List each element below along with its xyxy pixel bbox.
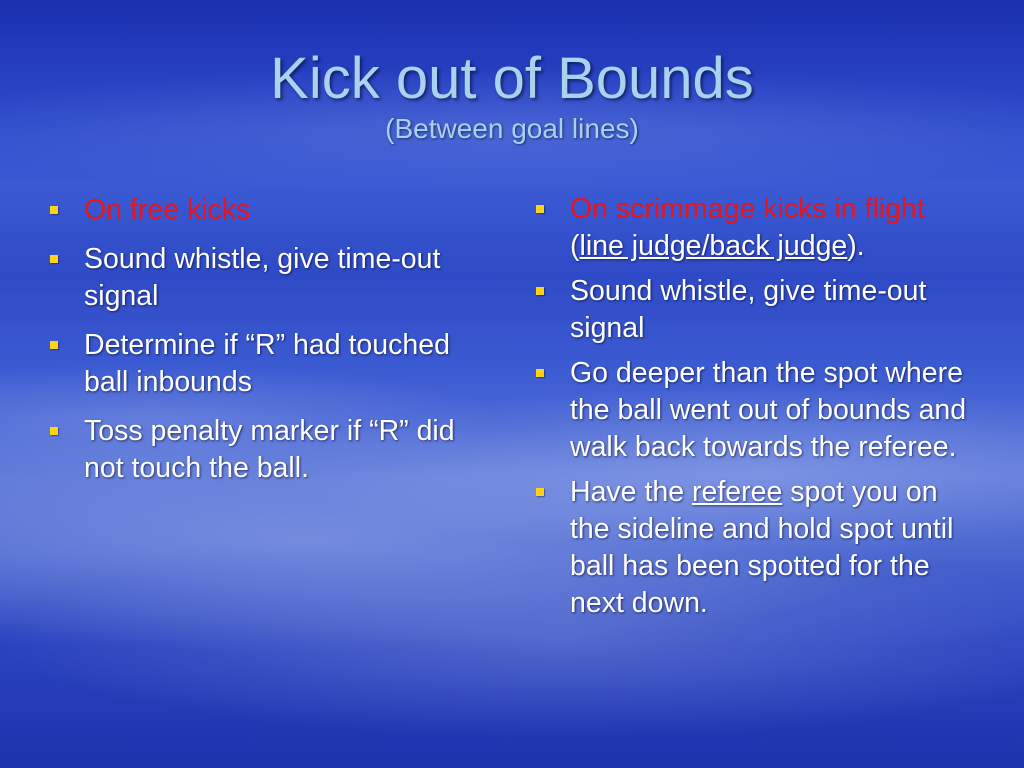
line-judge-back-judge-link[interactable]: line judge/back judge (579, 230, 848, 262)
list-item-post-text: spot you on the sideline and hold spot until ball has been spotted for the next down. (570, 476, 954, 619)
list-item-text: Determine if “R” had touched ball inbounds (84, 329, 450, 398)
list-item (48, 241, 478, 315)
list-item (48, 192, 478, 229)
title-block (0, 46, 1024, 146)
slide-subtitle: (Between goal lines) (385, 113, 639, 144)
list-item-text: Go deeper than the spot where the ball went out of bounds and walk back towards the referee. (570, 357, 967, 463)
left-column (48, 192, 478, 499)
list-item (534, 191, 974, 265)
list-item (534, 355, 974, 466)
square-bullet-icon (536, 205, 544, 213)
list-item (534, 273, 974, 347)
paren-close-text: ). (847, 230, 865, 262)
right-bullet-list (534, 191, 974, 622)
square-bullet-icon (536, 287, 544, 295)
free-kicks-heading: On free kicks (84, 194, 251, 226)
scrimmage-kicks-heading: On scrimmage kicks in flight (570, 193, 925, 225)
list-item-text: Sound whistle, give time-out signal (84, 243, 441, 312)
square-bullet-icon (50, 206, 58, 214)
slide-title: Kick out of Bounds (270, 46, 754, 111)
square-bullet-icon (50, 341, 58, 349)
square-bullet-icon (50, 427, 58, 435)
square-bullet-icon (536, 369, 544, 377)
list-item-text: Toss penalty marker if “R” did not touch the ball. (84, 415, 455, 484)
list-item-text: Sound whistle, give time-out signal (570, 275, 927, 344)
list-item (534, 474, 974, 622)
list-item (48, 413, 478, 487)
referee-link[interactable]: referee (692, 476, 783, 508)
paren-open-text: ( (570, 230, 580, 262)
square-bullet-icon (50, 255, 58, 263)
left-bullet-list (48, 192, 478, 487)
right-column (534, 191, 974, 630)
list-item (48, 327, 478, 401)
list-item-pre-text: Have the (570, 476, 692, 508)
square-bullet-icon (536, 488, 544, 496)
